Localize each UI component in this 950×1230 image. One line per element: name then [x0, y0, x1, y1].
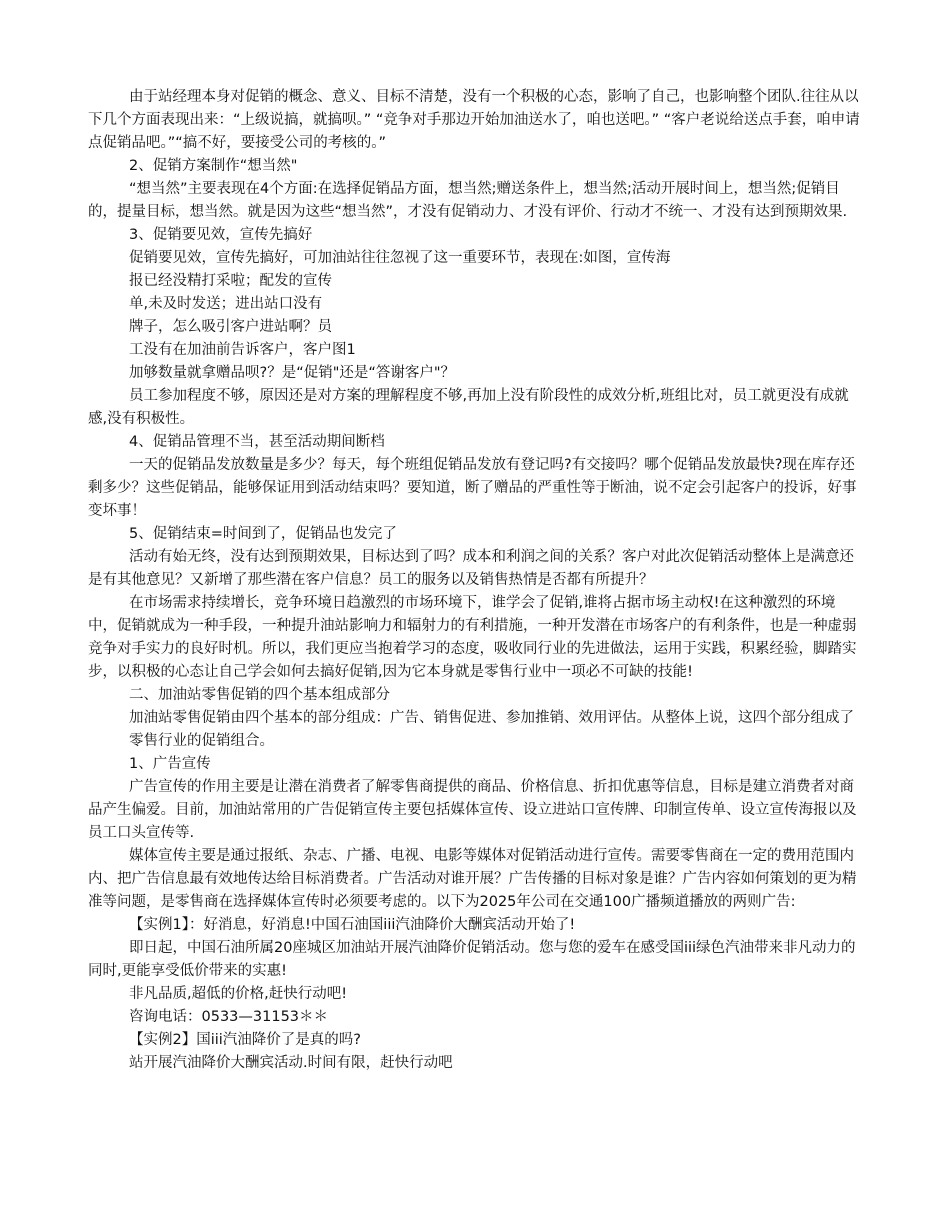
paragraph: 4、促销品管理不当，甚至活动期间断档 — [129, 434, 385, 450]
paragraph: 媒体宣传主要是通过报纸、杂志、广播、电视、电影等媒体对促销活动进行宣传。需要零售商在一定的费用范围内内、把广告信息最有效地传达给目标消费者。广告活动对谁开展？广告传播的目标对象是谁？广告内容如何策划的更为精准等问题，是零售商在选择媒体宣传时必须要考虑的。以下为2025年公司在交通100广播频道播放的两则广告: — [88, 848, 857, 910]
paragraph: 加油站零售促销由四个基本的部分组成：广告、销售促进、参加推销、效用评估。从整体上说，这四个部分组成了 — [129, 710, 854, 726]
paragraph: 一天的促销品发放数量是多少？每天，每个班组促销品发放有登记吗?有交接吗？哪个促销品发放最快?现在库存还剩多少？这些促销品，能够保证用到活动结束吗？要知道，断了赠品的严重性等于断油，说不定会引起客户的投诉，好事变坏事！ — [88, 457, 857, 519]
paragraph: 站开展汽油降价大酬宾活动.时间有限，赶快行动吧 — [129, 1055, 453, 1071]
paragraph: 5、促销结束=时间到了，促销品也发完了 — [129, 526, 397, 542]
paragraph: 广告宣传的作用主要是让潜在消费者了解零售商提供的商品、价格信息、折扣优惠等信息，目标是建立消费者对商品产生偏爱。目前，加油站常用的广告促销宣传主要包括媒体宣传、设立进站口宣传牌、印制宣传单、设立宣传海报以及员工口头宣传等. — [88, 779, 857, 841]
paragraph: 零售行业的促销组合。 — [129, 733, 274, 749]
paragraph: 活动有始无终，没有达到预期效果，目标达到了吗？成本和利润之间的关系？客户对此次促销活动整体上是满意还是有其他意见？又新增了那些潜在客户信息？员工的服务以及销售热情是否都有所提升？ — [88, 549, 854, 588]
paragraph: 1、广告宣传 — [129, 756, 211, 772]
paragraph: 在市场需求持续增长，竞争环境日趋激烈的市场环境下，谁学会了促销,谁将占据市场主动权!在这种激烈的环境中，促销就成为一种手段，一种提升油站影响力和辐射力的有利措施，一种开发潜在市场客户的有利条件，也是一种虚弱竞争对手实力的良好时机。所以，我们更应当抱着学习的态度，吸收同行业的先进做法，运用于实践，积累经验，脚踏实步，以积极的心态让自己学会如何去搞好促销,因为它本身就是零售行业中一项必不可缺的技能! — [88, 595, 857, 680]
paragraph: 员工参加程度不够，原因还是对方案的理解程度不够,再加上没有阶段性的成效分析,班组比对，员工就更没有成就感,没有积极性。 — [88, 388, 849, 427]
paragraph: 报已经没精打采啦；配发的宣传 — [129, 273, 332, 289]
paragraph: 由于站经理本身对促销的概念、意义、目标不清楚，没有一个积极的心态，影响了自己，也影响整个团队.往往从以下几个方面表现出来：“上级说搞，就搞呗。” “竞争对手那边开始加油送水了，咱也送吧。” “客户老说给送点手套，咱申请点促销品吧。”“搞不好，要接受公司的考核的。” — [88, 89, 860, 151]
paragraph: 【实例1】：好消息，好消息!中国石油国iii汽油降价大酬宾活动开始了! — [129, 917, 576, 933]
paragraph: 3、促销要见效，宣传先搞好 — [129, 227, 313, 243]
paragraph: 【实例2】国iii汽油降价了是真的吗? — [129, 1032, 362, 1048]
paragraph: 牌子，怎么吸引客户进站啊？员 — [129, 319, 332, 335]
paragraph: 促销要见效，宣传先搞好，可加油站往往忽视了这一重要环节，表现在:如图，宣传海 — [129, 250, 671, 266]
paragraph: 咨询电话：0533—31153＊＊ — [129, 1009, 329, 1025]
paragraph: 非凡品质,超低的价格,赶快行动吧! — [129, 986, 348, 1002]
paragraph: 即日起，中国石油所属20座城区加油站开展汽油降价促销活动。您与您的爱车在感受国iii绿色汽油带来非凡动力的同时,更能享受低价带来的实惠! — [88, 940, 856, 979]
paragraph: 2、促销方案制作“想当然" — [129, 158, 298, 174]
paragraph: 加够数量就拿赠品呗?？是“促销"还是“答谢客户"？ — [129, 365, 456, 381]
paragraph: 单,未及时发送；进出站口没有 — [129, 296, 323, 312]
paragraph: 工没有在加油前告诉客户，客户图1 — [129, 342, 356, 358]
document-body — [88, 86, 860, 1075]
paragraph: 二、加油站零售促销的四个基本组成部分 — [129, 687, 390, 703]
paragraph: “想当然”主要表现在4个方面:在选择促销品方面，想当然;赠送条件上，想当然;活动开展时间上，想当然;促销目的，提量目标，想当然。就是因为这些“想当然”，才没有促销动力、才没有评价、行动才不统一、才没有达到预期效果. — [88, 181, 848, 220]
